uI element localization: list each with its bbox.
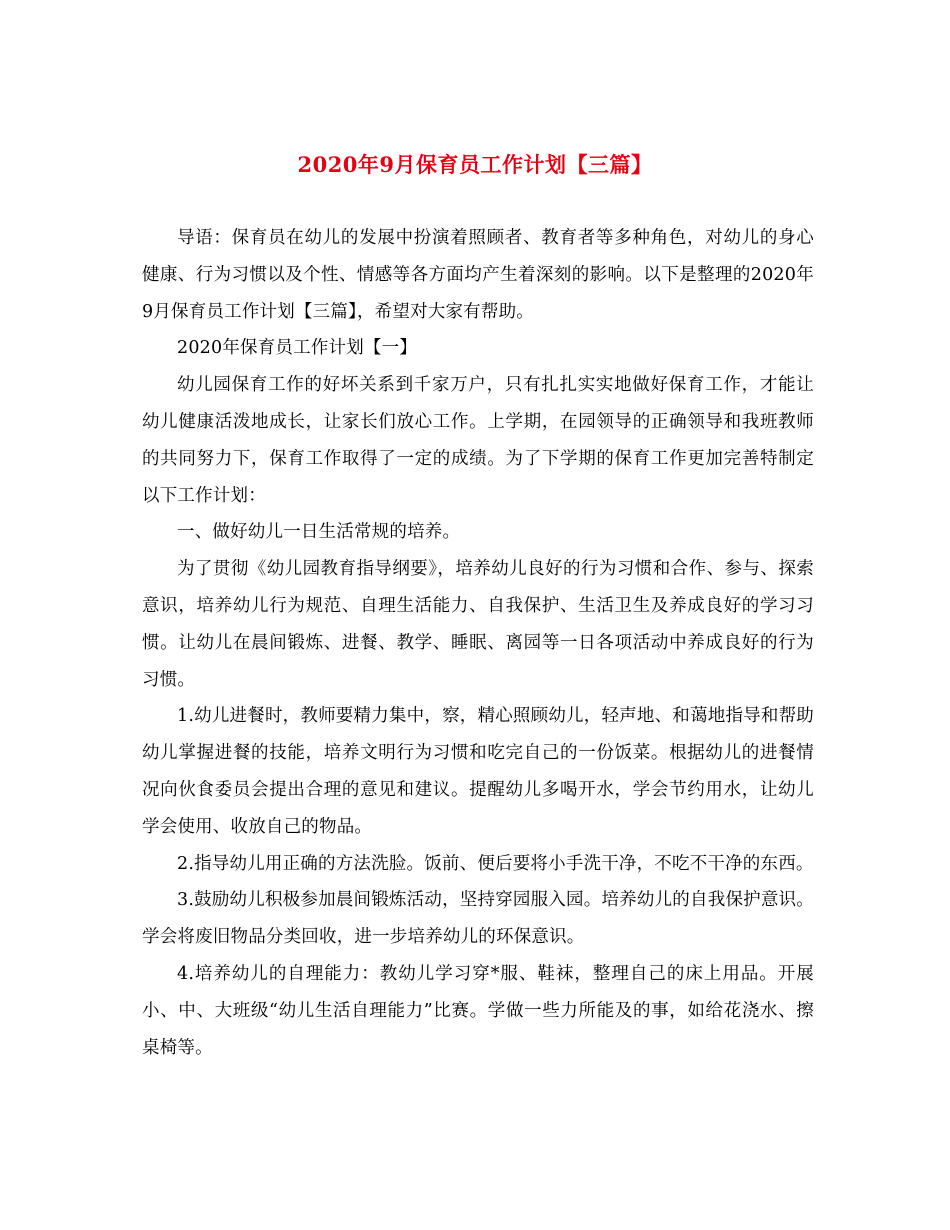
list-item: 2.指导幼儿用正确的方法洗脸。饭前、便后要将小手洗干净，不吃不干净的东西。	[177, 853, 814, 874]
intro-paragraph: 导语：保育员在幼儿的发展中扮演着照顾者、教育者等多种角色，对幼儿的身心健康、行为习惯以及个性、情感等各方面均产生着深刻的影响。以下是整理的2020年9月保育员工作计划【三篇】，希望对大家有帮助。	[142, 228, 814, 322]
document-body	[142, 220, 814, 1066]
document-title: 2020年9月保育员工作计划【三篇】	[297, 152, 653, 178]
list-item: 1.幼儿进餐时，教师要精力集中，察，精心照顾幼儿，轻声地、和蔼地指导和帮助幼儿掌握进餐的技能，培养文明行为习惯和吃完自己的一份饭菜。根据幼儿的进餐情况向伙食委员会提出合理的意见和建议。提醒幼儿多喝开水，学会节约用水，让幼儿学会使用、收放自己的物品。	[142, 706, 814, 837]
body-paragraph: 为了贯彻《幼儿园教育指导纲要》，培养幼儿良好的行为习惯和合作、参与、探索意识，培养幼儿行为规范、自理生活能力、自我保护、生活卫生及养成良好的学习习惯。让幼儿在晨间锻炼、进餐、教学、睡眠、离园等一日各项活动中养成良好的行为习惯。	[142, 559, 814, 690]
section-heading: 2020年保育员工作计划【一】	[177, 338, 418, 359]
list-item: 4.培养幼儿的自理能力：教幼儿学习穿*服、鞋袜，整理自己的床上用品。开展小、中、大班级“幼儿生活自理能力”比赛。学做一些力所能及的事，如给花浇水、擦桌椅等。	[142, 963, 814, 1058]
body-paragraph: 幼儿园保育工作的好坏关系到千家万户，只有扎扎实实地做好保育工作，才能让幼儿健康活泼地成长，让家长们放心工作。上学期，在园领导的正确领导和我班教师的共同努力下，保育工作取得了一定的成绩。为了下学期的保育工作更加完善特制定以下工作计划：	[142, 375, 814, 506]
subsection-heading: 一、做好幼儿一日生活常规的培养。	[177, 522, 461, 543]
list-item: 3.鼓励幼儿积极参加晨间锻炼活动，坚持穿园服入园。培养幼儿的自我保护意识。学会将废旧物品分类回收，进一步培养幼儿的环保意识。	[142, 890, 814, 948]
